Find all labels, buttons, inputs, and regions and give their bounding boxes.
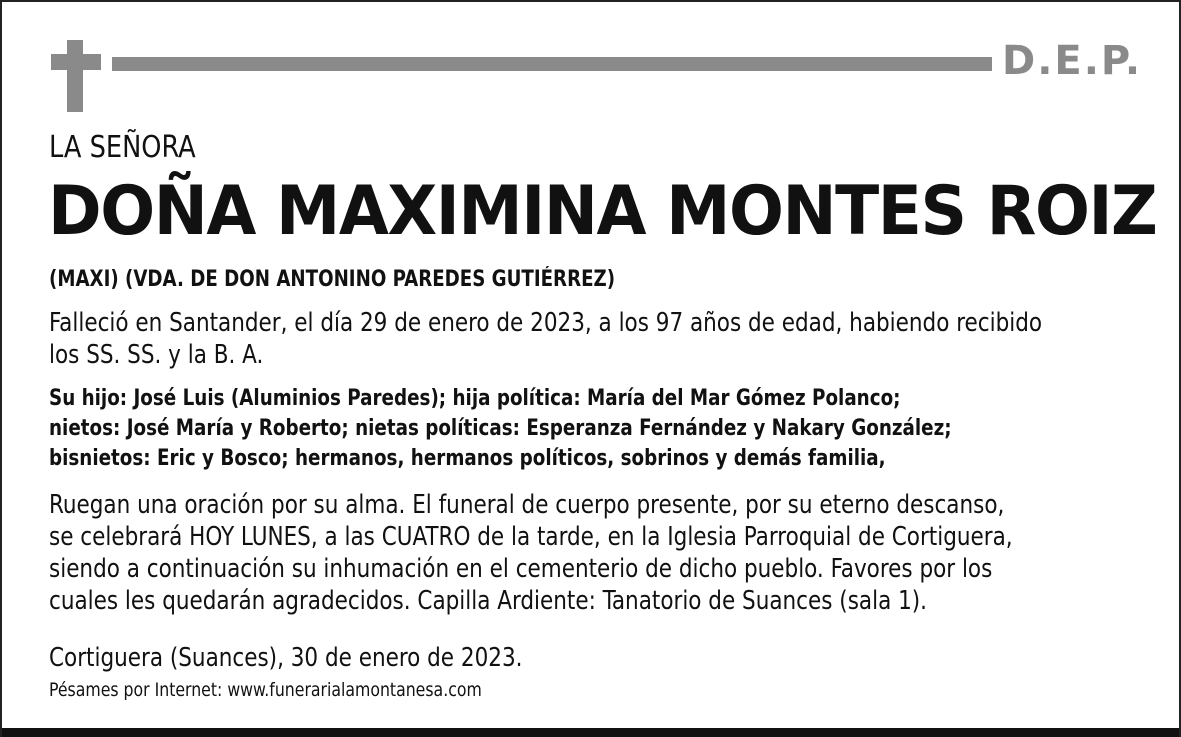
dep-mark: D.E.P. xyxy=(1002,38,1143,84)
condolences-web: Pésames por Internet: www.funerarialamontanesa.com xyxy=(49,679,482,701)
death-notice-line: los SS. SS. y la B. A. xyxy=(49,340,264,370)
death-notice-line: Falleció en Santander, el día 29 de enero de 2023, a los 97 años de edad, habiendo recibido xyxy=(49,308,1043,338)
cross-horizontal-bar xyxy=(51,54,101,70)
family-paragraph xyxy=(49,383,1031,473)
funeral-line: Ruegan una oración por su alma. El funeral de cuerpo presente, por su eterno descanso, xyxy=(49,490,1005,520)
bottom-border xyxy=(2,728,1179,737)
funeral-paragraph xyxy=(49,489,1047,617)
cross-vertical-bar xyxy=(67,40,83,112)
family-line: Su hijo: José Luis (Aluminios Paredes); hija política: María del Mar Gómez Polanco; xyxy=(49,385,901,411)
deceased-name: DOÑA MAXIMINA MONTES ROIZ xyxy=(48,172,1157,251)
deceased-subtitle: (MAXI) (VDA. DE DON ANTONINO PAREDES GUTIÉRREZ) xyxy=(49,267,616,292)
intro-text: LA SEÑORA xyxy=(49,130,196,165)
header-rule xyxy=(112,57,992,71)
funeral-line: siendo a continuación su inhumación en el cementerio de dicho pueblo. Favores por los xyxy=(49,554,993,584)
death-notice-paragraph xyxy=(49,307,1047,371)
place-date: Cortiguera (Suances), 30 de enero de 2023. xyxy=(49,643,523,673)
family-line: nietos: José María y Roberto; nietas políticas: Esperanza Fernández y Nakary González; xyxy=(49,415,952,441)
funeral-line: se celebrará HOY LUNES, a las CUATRO de la tarde, en la Iglesia Parroquial de Cortiguera, xyxy=(49,522,1013,552)
funeral-line: cuales les quedarán agradecidos. Capilla Ardiente: Tanatorio de Suances (sala 1). xyxy=(49,586,928,616)
family-line: bisnietos: Eric y Bosco; hermanos, hermanos políticos, sobrinos y demás familia, xyxy=(49,445,886,471)
